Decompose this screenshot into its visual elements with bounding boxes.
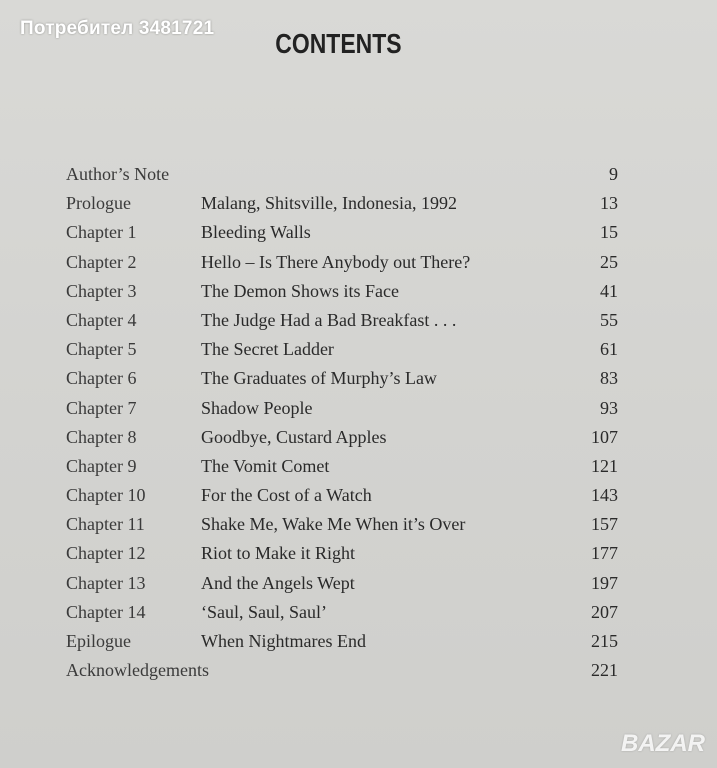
toc-entry-page: 207 [591, 601, 618, 622]
toc-entry-page: 61 [600, 339, 618, 360]
toc-entry-page: 15 [600, 222, 618, 243]
toc-entry-title: The Judge Had a Bad Breakfast . . . [201, 309, 457, 330]
toc-entry-label: Chapter 9 [66, 455, 137, 476]
toc-entry-label: Author’s Note [66, 164, 170, 184]
username-watermark: Потребител 3481721 [20, 18, 215, 39]
toc-entry-label: Chapter 4 [66, 309, 137, 330]
toc-entry-page: 121 [591, 455, 618, 476]
toc-entry [66, 364, 618, 393]
toc-entry-title: For the Cost of a Watch [201, 485, 372, 506]
toc-entry-title: Bleeding Walls [201, 222, 311, 243]
page-title: CONTENTS [275, 28, 402, 59]
toc-entry-page: 177 [591, 543, 618, 564]
toc-entry [66, 189, 618, 218]
toc-entry-title: Shake Me, Wake Me When it’s Over [201, 514, 466, 535]
toc-entry-page: 143 [591, 485, 618, 506]
toc-entry-title: The Graduates of Murphy’s Law [201, 368, 437, 389]
toc-entry-page: 157 [591, 514, 618, 535]
toc-entry-page: 41 [600, 280, 618, 301]
toc-entry [66, 510, 618, 539]
bazar-logo: BAZAR [621, 730, 705, 757]
toc-entry-page: 9 [609, 164, 618, 184]
toc-entry-title: When Nightmares End [201, 631, 366, 651]
toc-entry [66, 656, 618, 685]
toc-entry-title: Hello – Is There Anybody out There? [201, 251, 471, 272]
toc-entry-label: Chapter 14 [66, 601, 146, 622]
toc-entry-page: 215 [591, 631, 618, 651]
toc-entry-page: 13 [600, 193, 618, 214]
toc-entry [66, 452, 618, 481]
table-of-contents [66, 160, 618, 685]
toc-entry-label: Acknowledgements [66, 660, 209, 681]
toc-entry-label: Chapter 13 [66, 572, 146, 593]
toc-entry-label: Chapter 3 [66, 280, 137, 301]
toc-entry [66, 306, 618, 335]
toc-entry-label: Chapter 11 [66, 514, 145, 535]
toc-entry [66, 335, 618, 364]
toc-entry [66, 627, 618, 656]
toc-entry-label: Chapter 12 [66, 543, 146, 564]
toc-entry-title: The Demon Shows its Face [201, 280, 399, 301]
toc-entry-title: Malang, Shitsville, Indonesia, 1992 [201, 193, 457, 214]
toc-entry-title: The Secret Ladder [201, 339, 334, 360]
toc-entry-label: Chapter 10 [66, 485, 146, 506]
toc-entry-label: Chapter 1 [66, 222, 137, 243]
toc-entry-title: Riot to Make it Right [201, 543, 356, 564]
toc-entry [66, 423, 618, 452]
toc-entry [66, 598, 618, 627]
toc-entry-label: Chapter 5 [66, 339, 137, 360]
toc-entry-label: Epilogue [66, 631, 131, 651]
toc-entry-page: 55 [600, 309, 618, 330]
toc-entry-title: Shadow People [201, 397, 313, 418]
toc-entry-page: 83 [600, 368, 618, 389]
toc-entry-page: 197 [591, 572, 618, 593]
toc-entry [66, 277, 618, 306]
toc-entry [66, 539, 618, 568]
toc-entry-title: And the Angels Wept [201, 572, 355, 593]
toc-entry-page: 93 [600, 397, 618, 418]
toc-entry-label: Chapter 2 [66, 251, 137, 272]
toc-entry-label: Chapter 7 [66, 397, 137, 418]
toc-entry-label: Chapter 6 [66, 368, 137, 389]
toc-entry [66, 218, 618, 247]
toc-entry-label: Prologue [66, 193, 131, 214]
toc-entry [66, 248, 618, 277]
toc-entry [66, 569, 618, 598]
toc-entry-title: Goodbye, Custard Apples [201, 426, 387, 447]
toc-entry-page: 221 [591, 660, 618, 681]
toc-entry [66, 394, 618, 423]
toc-entry-page: 25 [600, 251, 618, 272]
toc-entry-title: ‘Saul, Saul, Saul’ [201, 601, 327, 622]
toc-entry-page: 107 [591, 426, 618, 447]
toc-entry [66, 160, 618, 189]
toc-entry-title: The Vomit Comet [201, 455, 330, 476]
toc-entry-label: Chapter 8 [66, 426, 137, 447]
toc-entry [66, 481, 618, 510]
